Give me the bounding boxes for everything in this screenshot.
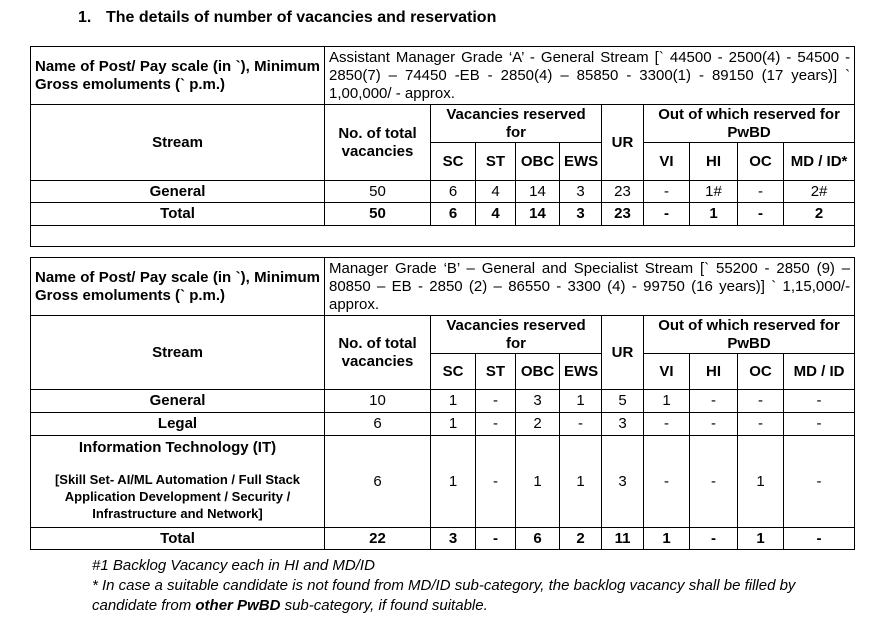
vi-header: VI <box>644 143 690 181</box>
it-stream-title: Information Technology (IT) <box>78 439 277 456</box>
footnotes <box>92 556 852 616</box>
pwbd-header: Out of which reserved for PwBD <box>644 105 855 143</box>
hi-header: HI <box>690 143 738 181</box>
ews-header: EWS <box>560 354 602 390</box>
obc-header: OBC <box>516 143 560 181</box>
footnote-mdid: * In case a suitable candidate is not found from MD/ID sub-category, the backlog vacancy shall be filled by candidate from other PwBD sub-category, if found suitable. <box>92 577 796 614</box>
sc-header: SC <box>431 143 476 181</box>
total-row: Total 22 3 - 6 2 11 1 - 1 - <box>31 528 855 550</box>
spacer-row <box>31 226 855 247</box>
stream-header: Stream <box>31 105 325 181</box>
table-row: General 10 1 - 3 1 5 1 - - - <box>31 390 855 413</box>
vi-header: VI <box>644 354 690 390</box>
stream-header: Stream <box>31 316 325 390</box>
ews-header: EWS <box>560 143 602 181</box>
mdid-header: MD / ID <box>784 354 855 390</box>
hi-header: HI <box>690 354 738 390</box>
post-label: Name of Post/ Pay scale (in `), Minimum Gross emoluments (` p.m.) <box>31 47 325 105</box>
vacancy-table-am-grade-a <box>30 46 855 247</box>
vacancies-reserved-header: Vacancies reserved for <box>431 316 602 354</box>
post-label: Name of Post/ Pay scale (in `), Minimum Gross emoluments (` p.m.) <box>31 258 325 316</box>
sc-header: SC <box>431 354 476 390</box>
oc-header: OC <box>738 143 784 181</box>
it-stream-cell <box>31 436 325 528</box>
table-row: Legal 6 1 - 2 - 3 - - - - <box>31 413 855 436</box>
it-skill-set: [Skill Set- AI/ML Automation / Full Stack Application Development / Security / Infrastructure and Network] <box>54 472 301 521</box>
total-vacancies-header: No. of total vacancies <box>325 316 431 390</box>
vacancy-table-manager-grade-b <box>30 257 855 550</box>
total-vacancies-header: No. of total vacancies <box>325 105 431 181</box>
table-row: Information Technology (IT) [Skill Set- AI/ML Automation / Full Stack Application Development / Security / Infrastructure and Network] 6 1 - 1 1 3 - - 1 - <box>31 436 855 528</box>
section-title: The details of number of vacancies and reservation <box>106 9 497 26</box>
footnote-backlog: #1 Backlog Vacancy each in HI and MD/ID <box>92 557 375 574</box>
section-heading <box>78 9 496 27</box>
oc-header: OC <box>738 354 784 390</box>
st-header: ST <box>476 143 516 181</box>
ur-header: UR <box>602 316 644 390</box>
pwbd-header: Out of which reserved for PwBD <box>644 316 855 354</box>
obc-header: OBC <box>516 354 560 390</box>
section-number: 1. <box>78 9 92 26</box>
vacancies-reserved-header: Vacancies reserved for <box>431 105 602 143</box>
mdid-header: MD / ID* <box>784 143 855 181</box>
st-header: ST <box>476 354 516 390</box>
post-description: Manager Grade ‘B’ – General and Specialist Stream [` 55200 - 2850 (9) – 80850 – EB - 2850 (2) – 86550 - 3300 (4) - 99750 (16 years)] ` 1,15,000/- approx. <box>325 258 855 316</box>
post-description: Assistant Manager Grade ‘A’ - General Stream [` 44500 - 2500(4) - 54500 - 2850(7) – 74450 -EB - 2850(4) – 85850 - 3300(1) - 89150 (17 years)] ` 1,00,000/ - approx. <box>325 47 855 105</box>
total-row: Total 50 6 4 14 3 23 - 1 - 2 <box>31 203 855 226</box>
ur-header: UR <box>602 105 644 181</box>
table-row: General 50 6 4 14 3 23 - 1# - 2# <box>31 181 855 203</box>
